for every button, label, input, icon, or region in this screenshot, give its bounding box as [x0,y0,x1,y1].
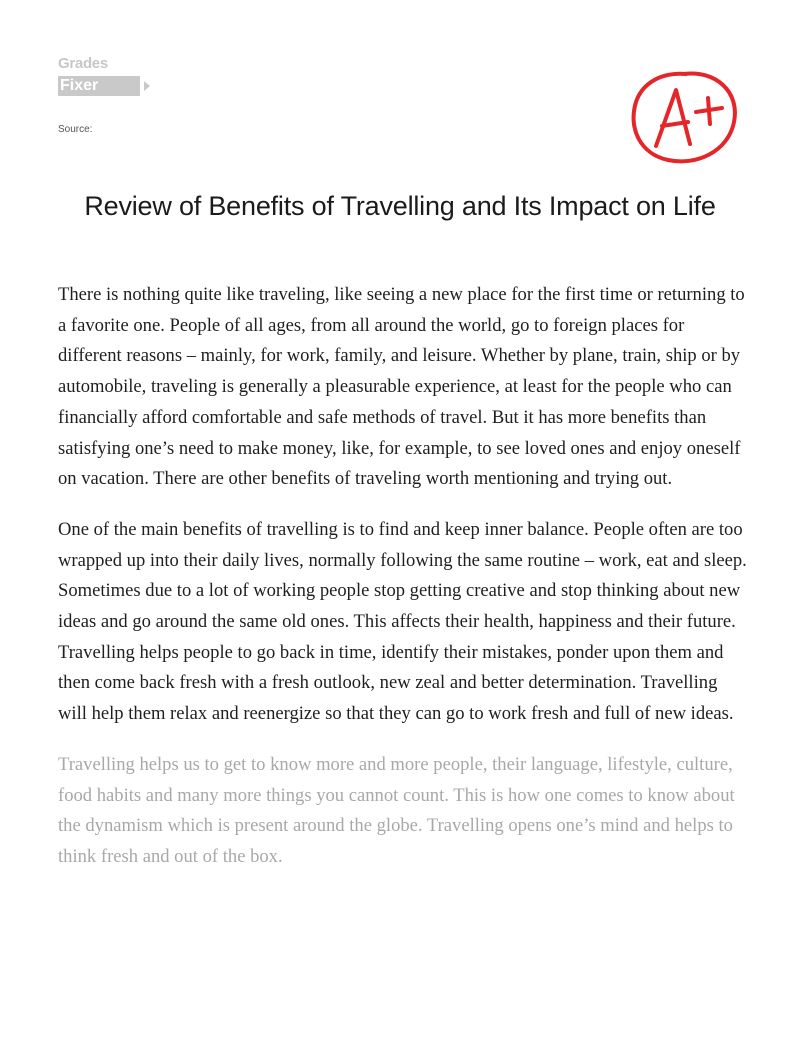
essay-title: Review of Benefits of Travelling and Its Impact on Life [84,191,716,221]
a-plus-grade-icon [624,62,744,172]
essay-paragraph-faded: Travelling helps us to get to know more and more people, their language, lifestyle, culture, food habits and many more things you cannot count. This is how one comes to know about the dynamism which is present around the globe. Travelling opens one’s mind and helps to think fresh and out of the box. [58,753,735,867]
source-label: Source: [58,124,93,135]
gradesfixer-logo[interactable] [58,56,158,102]
essay-paragraph: One of the main benefits of travelling is to find and keep inner balance. People often are too wrapped up into their daily lives, normally following the same routine – work, eat and sleep. Sometimes due to a lot of working people stop getting creative and stop thinking about new ideas and go around the same old ones. This affects their health, happiness and their future. Travelling helps people to go back in time, identify their mistakes, ponder upon them and then come back fresh with a fresh outlook, new zeal and better determination. Travelling will help them relax and reenergize so that they can go to work fresh and full of new ideas. [58,518,747,725]
essay-paragraph: There is nothing quite like traveling, like seeing a new place for the first time or returning to a favorite one. People of all ages, from all around the world, go to foreign places for different reasons – mainly, for work, family, and leisure. Whether by plane, train, ship or by automobile, traveling is generally a pleasurable experience, at least for the people who can financially afford comfortable and safe methods of travel. But it has more benefits than satisfying one’s need to make money, like, for example, to see loved ones and enjoy oneself on vacation. There are other benefits of traveling worth mentioning and trying out. [58,284,745,490]
essay-body [58,280,748,893]
logo-line-fixer: Fixer [58,76,140,96]
logo-line-grades: Grades [58,55,108,72]
logo-arrow-icon [144,81,150,91]
